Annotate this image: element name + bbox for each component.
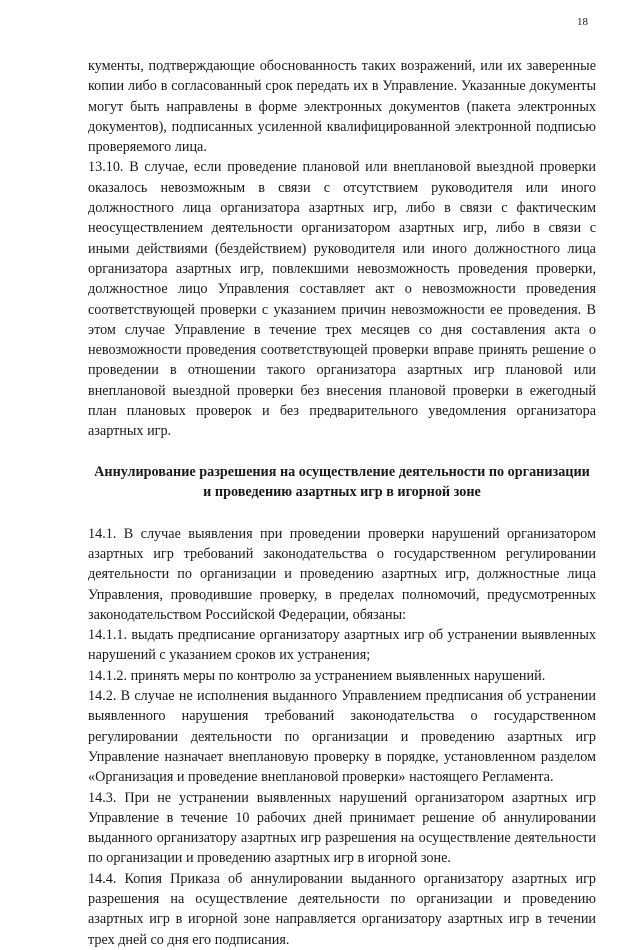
paragraph-continuation: кументы, подтверждающие обоснованность таких возражений, или их заверенные копии либо в согласованный срок передать их в Управление. Указанные документы могут быть направлены в форме электронных документов (пакета электронных документов), подписанных усиленной квалифицированной электронной подписью проверяемого лица. (88, 58, 596, 156)
document-body (88, 56, 596, 950)
paragraph-14-3: 14.3. При не устранении выявленных нарушений организатором азартных игр Управление в течение 10 рабочих дней принимает решение об аннулировании выданного организатору азартных игр разрешения на осуществление деятельности по организации и проведению азартных игр в игорной зоне. (88, 789, 596, 867)
section-heading: Аннулирование разрешения на осуществление деятельности по организации и проведению азартных игр в игорной зоне (94, 463, 590, 500)
paragraph-14-1-2: 14.1.2. принять меры по контролю за устранением выявленных нарушений. (88, 667, 546, 684)
page-number: 18 (577, 16, 588, 28)
paragraph-14-2: 14.2. В случае не исполнения выданного Управлением предписания об устранении выявленного нарушения требований законодательства о государственном регулировании деятельности по организации и проведению азартных игр Управление назначает внеплановую проверку в порядке, установленном разделом «Организация и проведение внеплановой проверки» настоящего Регламента. (88, 688, 596, 786)
paragraph-14-4: 14.4. Копия Приказа об аннулировании выданного организатору азартных игр разрешения на осуществление деятельности по организации и проведению азартных игр в игорной зоне направляется организатору азартных игр в течении трех дней со дня его подписания. (88, 870, 596, 948)
paragraph-13-10: 13.10. В случае, если проведение плановой или внеплановой выездной проверки оказалось невозможным в связи с отсутствием руководителя или иного должностного лица организатора азартных игр, либо в связи с фактическим неосуществлением деятельности организатором азартных игр, либо в связи с иными действиями (бездействием) руководителя или иного должностного лица организатора азартных игр, повлекшими невозможность проведения проверки, должностное лицо Управления составляет акт о невозможности проведения соответствующей проверки с указанием причин невозможности ее проведения. В этом случае Управление в течение трех месяцев со дня составления акта о невозможности проведения соответствующей проверки вправе принять решение о проведении в отношении такого организатора азартных игр плановой или внеплановой выездной проверки без внесения плановой проверки в ежегодный план плановых проверок и без предварительного уведомления организатора азартных игр. (88, 159, 596, 440)
paragraph-14-1: 14.1. В случае выявления при проведении проверки нарушений организатором азартных игр требований законодательства о государственном регулировании деятельности по организации и проведению азартных игр, должностные лица Управления, проводившие проверку, в пределах полномочий, предусмотренных законодательством Российской Федерации, обязаны: (88, 525, 596, 623)
paragraph-14-1-1: 14.1.1. выдать предписание организатору азартных игр об устранении выявленных нарушений с указанием сроков их устранения; (88, 627, 596, 664)
